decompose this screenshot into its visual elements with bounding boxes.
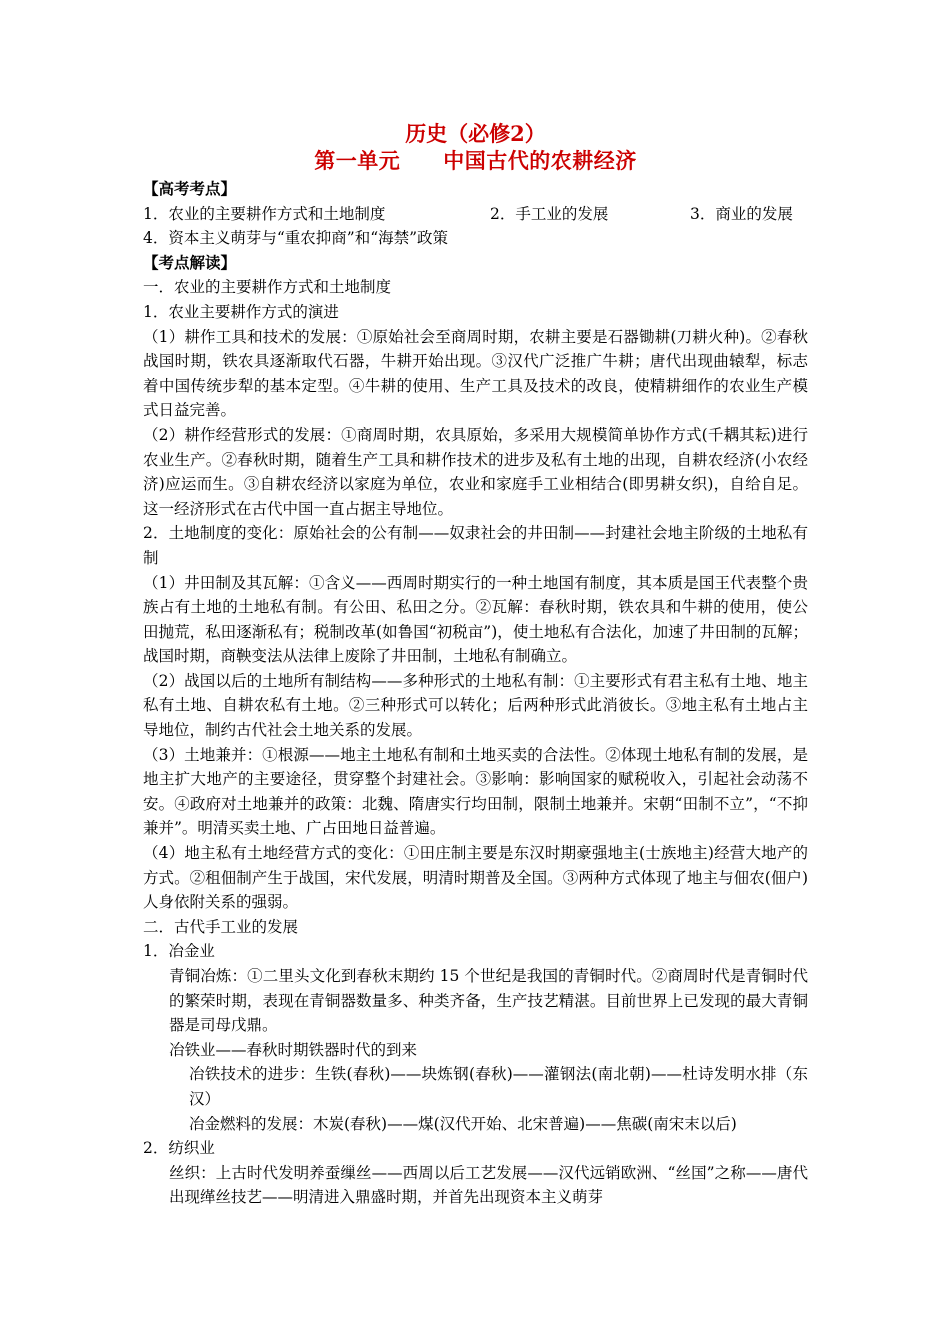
paragraph-land-management: （4）地主私有土地经营方式的变化：①田庄制主要是东汉时期豪强地主(士族地主)经营大地产的方式。②租佃制产生于战国，宋代发展，明清时期普及全国。③两种方式体现了地主与佃农(佃户)人身依附关系的强弱。 bbox=[143, 844, 808, 912]
paragraph-silk: 丝织：上古时代发明养蚕缫丝——西周以后工艺发展——汉代远销欧洲、“丝国”之称——唐代出现缂丝技艺——明清进入鼎盛时期，并首先出现资本主义萌芽 bbox=[169, 1163, 808, 1207]
paragraph-annexation: （3）土地兼并：①根源——地主土地私有制和土地买卖的合法性。②体现土地私有制的发展，是地主扩大地产的主要途径，贯穿整个封建社会。③影响：影响国家的赋税收入，引起社会动荡不安。④政府对土地兼并的政策：北魏、隋唐实行均田制，限制土地兼并。宋朝“田制不立”，“不抑兼并”。明清买卖土地、广占田地日益普遍。 bbox=[143, 745, 808, 838]
document-title: 历史（必修2） bbox=[405, 121, 546, 146]
exam-points-row bbox=[143, 202, 808, 227]
section-heading-interpretation: 【考点解读】 bbox=[143, 252, 237, 272]
heading-land-system: 2．土地制度的变化：原始社会的公有制——奴隶社会的井田制——封建社会地主阶级的土地私有制 bbox=[143, 524, 808, 567]
paragraph-iron: 冶铁业——春秋时期铁器时代的到来 bbox=[169, 1040, 418, 1059]
heading-metallurgy: 1．冶金业 bbox=[143, 942, 215, 961]
heading-handicraft: 二．古代手工业的发展 bbox=[143, 917, 299, 936]
paragraph-well-field: （1）井田制及其瓦解：①含义——西周时期实行的一种土地国有制度，其本质是国王代表整个贵族占有土地的土地私有制。有公田、私田之分。②瓦解：春秋时期，铁农具和牛耕的使用，使公田抛荒，私田逐渐私有；税制改革(如鲁国“初税亩”)，使土地私有合法化，加速了井田制的瓦解；战国时期，商鞅变法从法律上废除了井田制，土地私有制确立。 bbox=[143, 573, 808, 666]
exam-point-1: 1．农业的主要耕作方式和土地制度 bbox=[143, 204, 386, 223]
document-body bbox=[143, 177, 808, 1210]
paragraph-iron-tech: 冶铁技术的进步：生铁(春秋)——块炼钢(春秋)——灌钢法(南北朝)——杜诗发明水排（东汉） bbox=[189, 1065, 808, 1108]
heading-textile: 2．纺织业 bbox=[143, 1139, 215, 1158]
exam-point-3: 3．商业的发展 bbox=[690, 204, 793, 223]
unit-title: 第一单元 中国古代的农耕经济 bbox=[314, 148, 637, 173]
heading-agriculture: 一．农业的主要耕作方式和土地制度 bbox=[143, 278, 392, 297]
paragraph-bronze: 青铜冶炼：①二里头文化到春秋末期约 15 个世纪是我国的青铜时代。②商周时代是青铜时代的繁荣时期，表现在青铜器数量多、种类齐备，生产技艺精湛。目前世界上已发现的最大青铜器是司母戊鼎。 bbox=[169, 967, 808, 1035]
document-page bbox=[143, 120, 808, 1210]
paragraph-tools: （1）耕作工具和技术的发展：①原始社会至商周时期，农耕主要是石器锄耕(刀耕火种)。②春秋战国时期，铁农具逐渐取代石器，牛耕开始出现。③汉代广泛推广牛耕；唐代出现曲辕犁，标志着中国传统步犁的基本定型。④牛耕的使用、生产工具及技术的改良，使精耕细作的农业生产模式日益完善。 bbox=[143, 327, 808, 420]
paragraph-management: （2）耕作经营形式的发展：①商周时期，农具原始，多采用大规模简单协作方式(千耦其耘)进行农业生产。②春秋时期，随着生产工具和耕作技术的进步及私有土地的出现，自耕农经济(小农经济)应运而生。③自耕农经济以家庭为单位，农业和家庭手工业相结合(即男耕女织)，自给自足。这一经济形式在古代中国一直占据主导地位。 bbox=[143, 425, 808, 518]
paragraph-ownership: （2）战国以后的土地所有制结构——多种形式的土地私有制：①主要形式有君主私有土地、地主私有土地、自耕农私有土地。②三种形式可以转化；后两种形式此消彼长。③地主私有土地占主导地位，制约古代社会土地关系的发展。 bbox=[143, 671, 808, 740]
section-heading-exam-points: 【高考考点】 bbox=[143, 179, 237, 198]
paragraph-fuel: 冶金燃料的发展：木炭(春秋)——煤(汉代开始、北宋普遍)——焦碳(南宋末以后) bbox=[189, 1114, 737, 1133]
heading-farming-methods: 1．农业主要耕作方式的演进 bbox=[143, 302, 339, 321]
exam-point-2: 2．手工业的发展 bbox=[490, 204, 609, 223]
exam-point-4: 4．资本主义萌芽与“重农抑商”和“海禁”政策 bbox=[143, 229, 449, 248]
